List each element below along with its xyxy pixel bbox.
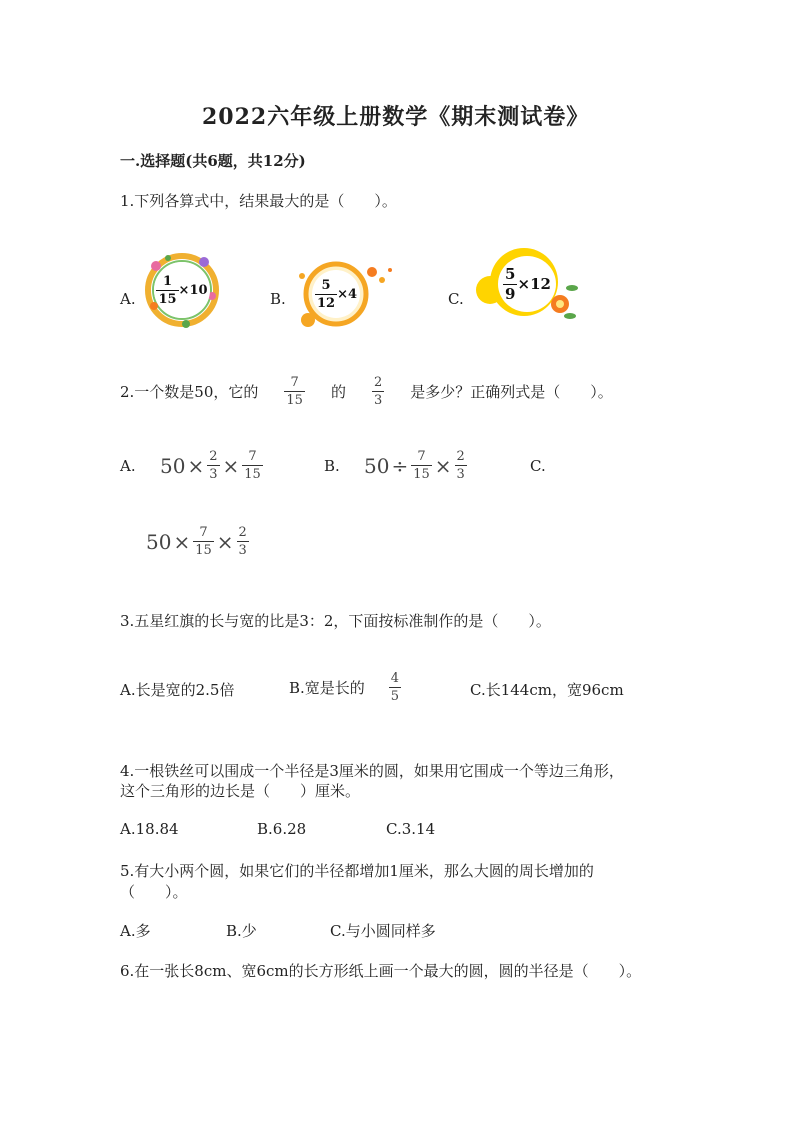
question-2-fraction-1-den: 15 [286,393,303,408]
option-2b-op2: × [434,453,452,478]
option-2c-f2-num: 2 [238,525,247,540]
option-2c-op2: × [216,529,234,554]
option-1c-denominator: 9 [505,284,516,303]
option-2b-label: B. [324,457,340,475]
question-6: 6.在一张长8cm、宽6cm的长方形纸上画一个最大的圆，圆的半径是（ ）。 [120,962,642,980]
option-1a-denominator: 15 [158,291,177,307]
option-2b-f1-num: 7 [417,449,426,464]
option-1c-badge [476,244,580,324]
option-2b-f1-den: 15 [413,467,430,482]
option-2b-base: 50 [364,453,390,478]
option-2a-expression [160,450,264,481]
option-5b: B.少 [226,922,257,940]
section-heading: 一.选择题(共6题，共12分) [120,152,306,170]
option-4c: C.3.14 [386,820,436,838]
option-4a: A.18.84 [120,820,179,838]
option-2c-label: C. [530,457,546,475]
option-2b-f2-num: 2 [456,449,465,464]
option-1b-denominator: 12 [316,295,336,311]
page-title: 2022六年级上册数学《期末测试卷》 [202,104,590,130]
option-2c-op1: × [173,529,191,554]
option-3c: C.长144cm，宽96cm [470,681,624,699]
option-2c-f2-den: 3 [238,543,247,558]
option-1a-numerator: 1 [162,273,173,289]
option-4b: B.6.28 [257,820,307,838]
question-2-fraction-1 [284,376,305,407]
option-2a-op2: × [222,453,240,478]
option-2a-f2-num: 7 [248,449,257,464]
option-1c-numerator: 5 [505,264,516,283]
question-3: 3.五星红旗的长与宽的比是3：2，下面按标准制作的是（ ）。 [120,612,551,630]
option-1a-badge [142,250,222,330]
question-2-fraction-2-num: 2 [373,375,383,390]
option-1b-numerator: 5 [321,277,331,293]
question-5-line-1: 5.有大小两个圆，如果它们的半径都增加1厘米，那么大圆的周长增加的 [120,862,594,880]
option-5c: C.与小圆同样多 [330,922,436,940]
question-2-text-c: 是多少？正确列式是（ ）。 [410,383,613,401]
option-1b-badge [286,258,396,330]
option-2a-f1-den: 3 [209,467,218,482]
option-1a-label: A. [120,290,136,308]
option-2c-expression [146,526,250,557]
option-3b-fraction-den: 5 [390,689,400,704]
option-5a: A.多 [120,922,151,940]
option-1a-operator: × [178,282,190,298]
option-1b-label: B. [270,290,286,308]
question-2-fraction-2-den: 3 [373,393,383,408]
question-2-text-b: 的 [330,383,346,401]
option-3a: A.长是宽的2.5倍 [120,681,235,699]
question-5-line-2: （ ）。 [120,883,188,901]
option-3b [289,672,401,703]
option-2a-op1: × [187,453,205,478]
question-2 [120,376,613,407]
option-2a-f2-den: 15 [244,467,261,482]
option-3b-fraction-num: 4 [390,671,400,686]
option-2a-label: A. [120,457,136,475]
option-2b-op1: ÷ [391,453,409,478]
option-1b-factor: 4 [347,286,358,302]
option-3b-fraction [389,672,401,703]
question-2-fraction-1-num: 7 [290,375,299,390]
option-2b-f2-den: 3 [456,467,465,482]
option-1b-operator: × [337,286,348,302]
option-1c-operator: × [517,275,531,293]
option-2b-expression [364,450,468,481]
option-3b-text: B.宽是长的 [289,679,365,697]
question-1: 1.下列各算式中，结果最大的是（ ）。 [120,192,397,210]
question-2-text-a: 2.一个数是50，它的 [120,383,259,401]
question-4-line-2: 这个三角形的边长是（ ）厘米。 [120,782,361,800]
question-2-fraction-2 [372,376,384,407]
option-2a-f1-num: 2 [209,449,218,464]
option-2c-f1-num: 7 [199,525,208,540]
option-1a-factor: 10 [189,282,208,298]
option-1c-label: C. [448,290,464,308]
option-2c-f1-den: 15 [195,543,212,558]
question-4-line-1: 4.一根铁丝可以围成一个半径是3厘米的圆，如果用它围成一个等边三角形， [120,762,624,780]
option-2a-base: 50 [160,453,186,478]
option-1c-factor: 12 [530,275,551,293]
option-2c-base: 50 [146,529,172,554]
